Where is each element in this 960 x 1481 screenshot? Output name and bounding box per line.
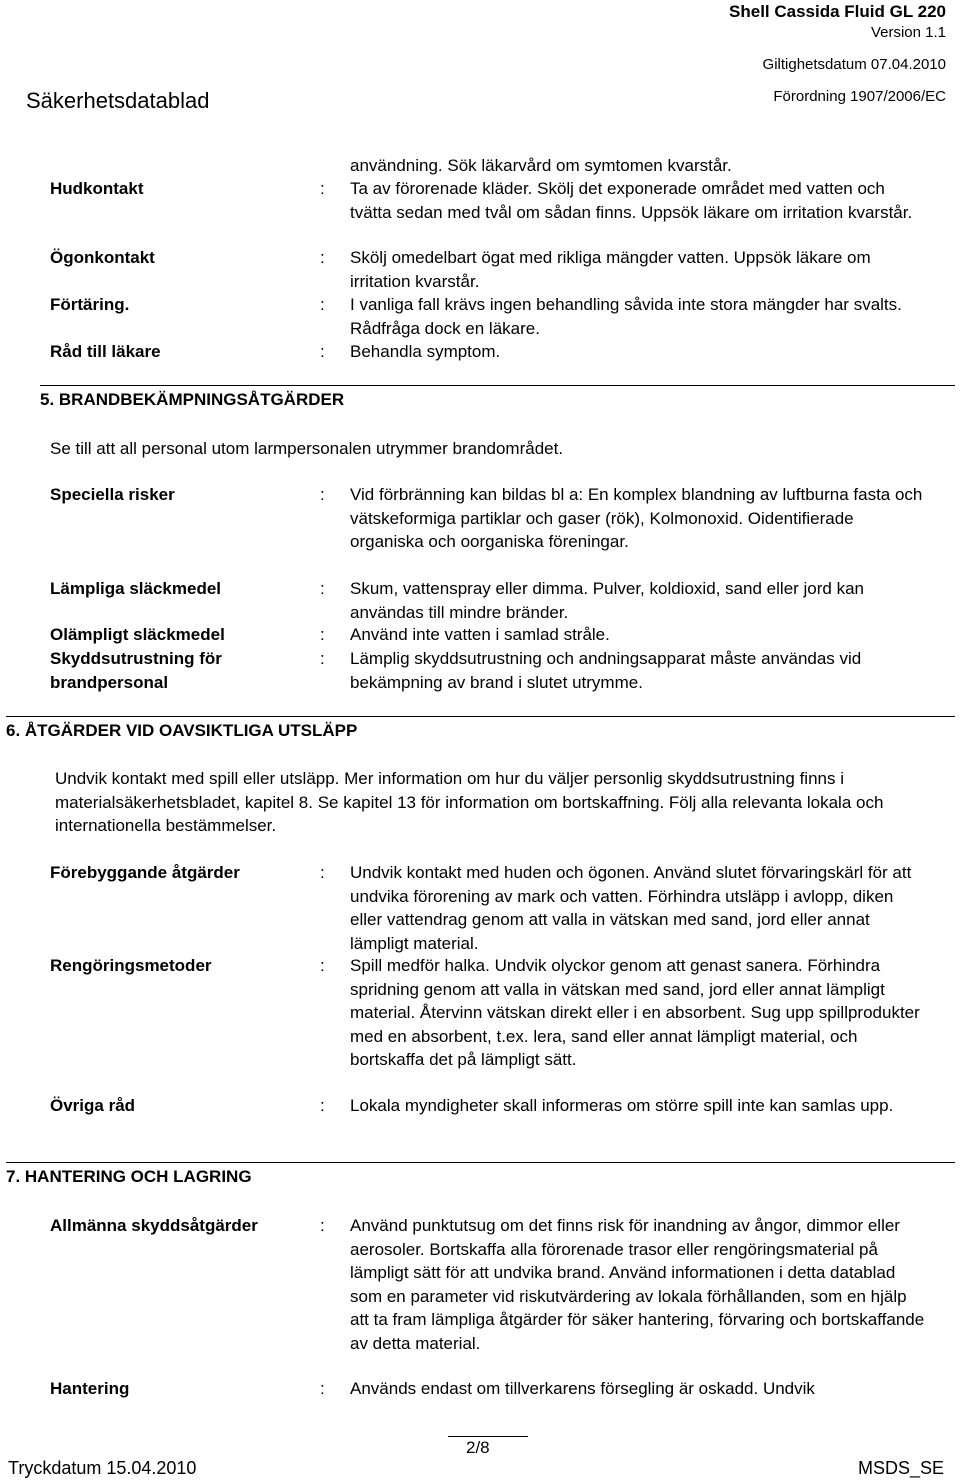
row-colon: : <box>320 1216 325 1235</box>
row-label: Hudkontakt <box>50 179 144 198</box>
row-colon: : <box>320 485 325 504</box>
row-value: Används endast om tillverkarens försegling är oskadd. Undvik <box>350 1379 815 1398</box>
row-label: Allmänna skyddsåtgärder <box>50 1216 258 1235</box>
regulation-label: Förordning 1907/2006/EC <box>773 88 946 105</box>
row-colon: : <box>320 1379 325 1398</box>
row-value: Lokala myndigheter skall informeras om större spill inte kan samlas upp. <box>350 1096 894 1115</box>
section6-title: 6. ÅTGÄRDER VID OAVSIKTLIGA UTSLÄPP <box>6 721 358 740</box>
row-label: Rengöringsmetoder <box>50 956 212 975</box>
row-value: Lämplig skyddsutrustning och andningsapparat måste användas vid bekämpning av brand i slutet utrymme. <box>350 649 862 692</box>
row-colon: : <box>320 863 325 882</box>
row-value: Spill medför halka. Undvik olyckor genom att genast sanera. Förhindra spridning genom att valla in vätskan med sand, jord eller annat lämpligt material. Återvinn vätskan direkt eller i en absorbent. Sug upp spillprodukter med en absorbent, t.ex. lera, sand eller annat lämpligt material, och bortskaffa det på lämpligt sätt. <box>350 956 920 1069</box>
print-date: Tryckdatum 15.04.2010 <box>8 1458 197 1478</box>
row-value: Undvik kontakt med huden och ögonen. Använd slutet förvaringskärl för att undvika förorening av mark och vatten. Förhindra utsläpp i avlopp, diken eller vattendrag genom att valla in vätskan med sand, jord eller annat lämpligt material. <box>350 863 912 953</box>
row-label: Hantering <box>50 1379 130 1398</box>
row-value: Behandla symptom. <box>350 342 501 361</box>
row-colon: : <box>320 248 325 267</box>
row-value: Använd punktutsug om det finns risk för inandning av ångor, dimmor eller aerosoler. Bortskaffa alla förorenade trasor eller rengöringsmaterial på lämpligt sätt för att undvika brand. Använd informationen i detta datablad som en parameter vid riskutvärdering av lokala förhållanden, som en hjälp att ta fram lämpliga åtgärder för säker hantering, förvaring och bortskaffande av detta material. <box>350 1216 925 1353</box>
row-colon: : <box>320 956 325 975</box>
row-value: Skum, vattenspray eller dimma. Pulver, koldioxid, sand eller jord kan användas till mindre bränder. <box>350 579 865 622</box>
version-label: Version 1.1 <box>870 24 946 41</box>
row-label: Förebyggande åtgärder <box>50 863 240 882</box>
row-colon: : <box>320 625 325 644</box>
section6-rule <box>6 716 955 717</box>
row-label: Skyddsutrustning för brandpersonal <box>50 649 222 692</box>
section5-rule <box>40 385 955 386</box>
product-name: Shell Cassida Fluid GL 220 <box>729 2 946 21</box>
document-title: Säkerhetsdatablad <box>26 88 210 113</box>
section5-title: 5. BRANDBEKÄMPNINGSÅTGÄRDER <box>40 390 345 409</box>
row-label: Olämpligt släckmedel <box>50 625 225 644</box>
footer-page-rule <box>448 1436 528 1437</box>
row-colon: : <box>320 1096 325 1115</box>
section7-title: 7. HANTERING OCH LAGRING <box>6 1167 252 1186</box>
row-label: Speciella risker <box>50 485 175 504</box>
row-label: Förtäring. <box>50 295 130 314</box>
row-colon: : <box>320 649 325 668</box>
row-label: Lämpliga släckmedel <box>50 579 222 598</box>
row-label: Ögonkontakt <box>50 248 155 267</box>
row-value: Ta av förorenade kläder. Skölj det exponerade området med vatten och tvätta sedan med tvål om sådan finns. Uppsök läkare om irritation kvarstår. <box>350 179 913 222</box>
section6-intro: Undvik kontakt med spill eller utsläpp. Mer information om hur du väljer personlig skyddsutrustning finns i materialsäkerhetsbladet, kapitel 8. Se kapitel 13 för information om bortskaffning. Följ alla relevanta lokala och internationella bestämmelser. <box>55 769 884 835</box>
row-value: Skölj omedelbart ögat med rikliga mängder vatten. Uppsök läkare om irritation kvarstår. <box>350 248 871 291</box>
section7-rule <box>6 1162 955 1163</box>
section5-intro: Se till att all personal utom larmpersonalen utrymmer brandområdet. <box>50 439 564 458</box>
row-colon: : <box>320 342 325 361</box>
page-number: 2/8 <box>466 1438 490 1457</box>
row-colon: : <box>320 295 325 314</box>
row-value: I vanliga fall krävs ingen behandling såvida inte stora mängder har svalts. Rådfråga dock en läkare. <box>350 295 902 338</box>
row-value: Använd inte vatten i samlad stråle. <box>350 625 610 644</box>
row-colon: : <box>320 179 325 198</box>
row-colon: : <box>320 579 325 598</box>
row-value: Vid förbränning kan bildas bl a: En komplex blandning av luftburna fasta och vätskeformiga partiklar och gaser (rök), Kolmonoxid. Oidentifierade organiska och oorganiska föreningar. <box>350 485 923 551</box>
document-code: MSDS_SE <box>857 1458 944 1478</box>
row-label: Råd till läkare <box>50 342 161 361</box>
validity-date: Giltighetsdatum 07.04.2010 <box>762 56 946 73</box>
row-label: Övriga råd <box>50 1096 136 1115</box>
